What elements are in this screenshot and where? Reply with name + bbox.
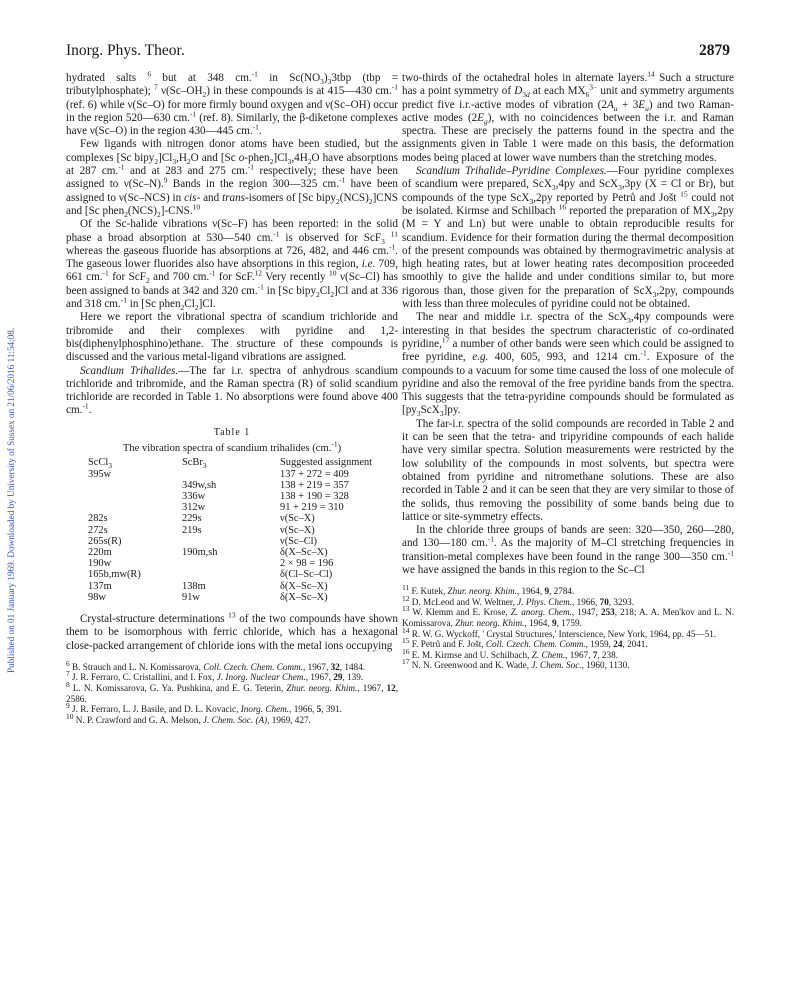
table-header-row [66, 457, 398, 468]
right-body-text [402, 69, 735, 577]
table-cell: δ(X–Sc–X) [280, 591, 328, 603]
table-cell: 220m [88, 546, 112, 558]
footnote: $^7$ J. R. Ferraro, C. Cristallini, and I. Fox, J. Inorg. Nuclear Chem., 1967, 29, 139. [66, 669, 364, 683]
footnote: $^8$ L. N. Komissarova, G. Ya. Pushkina, and E. G. Teterin, Zhur. neorg. Khim., 1967, 12, 2586. [66, 679, 398, 704]
table-row [66, 547, 398, 558]
table-cell [168, 569, 268, 580]
table-cell: 265s(R) [88, 535, 122, 547]
table-cell: 138m [182, 580, 206, 592]
page-header [66, 42, 730, 64]
footnote: $^{16}$ E. M. Kirmse and U. Schilbach, Z. Chem., 1967, 7, 238. [402, 646, 618, 660]
table-cell: 91w [182, 591, 200, 603]
table-cell: 2 × 98 = 196 [280, 558, 334, 570]
table-cell [168, 469, 268, 480]
table-cell [168, 536, 268, 547]
left-footnotes [66, 658, 398, 726]
table-row [66, 480, 398, 491]
table-cell: 219s [182, 524, 202, 536]
table-row [66, 581, 398, 592]
table-cell: 395w [88, 468, 112, 480]
body-paragraph: Few ligands with nitrogen donor atoms have been studied, but the complexes [Sc $bipy_2]Cl_3,H_2O$ and [Sc $o-phen_2]Cl_3,4H_2O$ have absorptions at 287 cm.$^{-1}$ and at 283 and 275 cm.$^{-1}$ respectively; these have been assigned to ν(Sc–N).$^9$ Bands in the region 300—325 cm.$^{-1}$ have been assigned to ν(Sc–NCS) in cis- and trans-isomers of [Sc $bipy_2(NCS)_2]CNS$ and [Sc $phen_2(NCS)_2]-CNS.^{10}$ [66, 138, 399, 220]
table-body [66, 469, 398, 603]
table-cell: 91 + 219 = 310 [280, 502, 344, 514]
table-cell: ν(Sc–X) [280, 524, 315, 536]
crystal-structure-paragraph: Crystal-structure determinations $^{13}$ of the two compounds have shown them to be isomorphous with ferric chloride, which has a hexagonal close-packed arrangement of chloride ions with the metal ions occupying [66, 610, 398, 652]
table-title: Table 1 [213, 426, 251, 438]
table-cell [66, 491, 168, 502]
page-number: 2879 [699, 42, 730, 59]
body-paragraph: The far-i.r. spectra of the solid compounds are recorded in Table 2 and it can be seen that the tetra- and tripyridine compounds of each halide have very similar spectra. Solution measurements were restricted by the low solubility of the compounds in most solvents, but spectra were obtained from pyridine and nitromethane solutions. These are also recorded in Table 2 and it can be seen that they are very similar to those of the solids, thus removing the possibility of some bands being due to lattice or site-symmetry effects. [402, 417, 734, 523]
footnote: $^{11}$ F. Kutek, Zhur. neorg. Khim., 1964, 9, 2784. [402, 583, 575, 597]
footnote: $^{13}$ W. Klemm and E. Krose, Z. anorg. Chem., 1947, 253, 218; A. A. Men'kov and L. N. Komissarova, Zhur. neorg. Khim., 1964, 9, 1759. [402, 604, 734, 629]
table-cell: 229s [182, 513, 202, 525]
table-cell: 137m [88, 580, 112, 592]
table-header: ScCl$_3$ [88, 457, 112, 471]
body-paragraph: Scandium Trihalide–Pyridine Complexes.—Four pyridine complexes of scandium were prepared, ScX$_3$,4py and ScX$_3$,3py (X = Cl or Br), but compounds of the type ScX$_3$,2py reported by Petrů and Jošt $^{15}$ could not be isolated. Kirmse and Schilbach $^{16}$ reported the preparation of $MX_3,2py$ (M = Y and Ln) but were unable to obtain reproducible results for scandium. Evidence for their formation during the thermal decomposition of the present compounds was obtained by thermogravimetric analysis at high heating rates, but at lower heating rates decomposition proceeded smoothly to give the halide and under conditions similar to, but more rigorous than, those given for the preparation of ScX$_3$,2py, compounds with less than three molecules of pyridine could not be obtained. [402, 165, 735, 311]
body-paragraph: Of the Sc-halide vibrations ν(Sc–F) has been reported: in the solid phase a broad absorption at 530—540 cm.$^{-1}$ is observed for ScF$_3$ $^{11}$ whereas the gaseous fluoride has absorptions at 726, 482, and 446 cm.$^{-1}$. The gaseous lower fluorides also have absorptions in this region, i.e. 709, 661 cm.$^{-1}$ for ScF$_2$ and 700 cm.$^{-1}$ for ScF.$^{12}$ Very recently $^{10}$ ν(Sc–Cl) has been assigned to bands at 342 and 320 cm.$^{-1}$ in [Sc $bipy_2Cl_2]Cl$ and at 336 and 318 cm.$^{-1}$ in [Sc $phen_2Cl_2]Cl$. [66, 218, 399, 313]
body-paragraph: two-thirds of the octahedral holes in alternate layers.$^{14}$ Such a structure has a point symmetry of $D_{3d}$ at each $MX_6^{3-}$ unit and symmetry arguments predict five i.r.-active modes of vibration $(2A_u + 3E_u)$ and two Raman-active modes $(2E_g)$, with no coincidences between the i.r. and Raman spectra. These are precisely the patterns found in the spectra and the assignments given in Table 1 were made on this basis, the deformation modes being placed at lower wave numbers than the stretching modes. [402, 69, 734, 164]
table-header: Suggested assignment [280, 457, 373, 469]
body-paragraph: The near and middle i.r. spectra of the ScX$_3$,4py compounds were interesting in that besides the spectrum characteristic of co-ordinated pyridine,$^{17}$ a number of other bands were seen which could be assigned to free pyridine, e.g. 400, 605, 993, and 1214 cm.$^{-1}$. Exposure of the compounds to a vacuum for some time caused the loss of one molecule of pyridine and also the removal of the free pyridine bands from the spectra. This suggests that the tetra-pyridine compounds should be formulated as $[py_3ScX_3]py$. [402, 311, 735, 419]
table-cell: 190w [88, 558, 112, 570]
vibration-table [66, 457, 398, 603]
footnote: $^{12}$ D. McLeod and W. Weltner, J. Phys. Chem., 1966, 70, 3293. [402, 593, 635, 607]
table-cell: 272s [88, 524, 108, 536]
table-cell: 336w [182, 490, 206, 502]
table-row [66, 536, 398, 547]
table-cell: 349w,sh [182, 479, 217, 491]
footnote: $^{17}$ N. N. Greenwood and K. Wade, J. Chem. Soc., 1960, 1130. [402, 657, 630, 671]
journal-title: Inorg. Phys. Theor. [66, 42, 185, 59]
table-cell: 282s [88, 513, 108, 525]
table-row [66, 491, 398, 502]
table-cell [66, 480, 168, 491]
table-row [66, 592, 398, 603]
footnote: $^{14}$ R. W. G. Wyckoff, ' Crystal Structures,' Interscience, New York, 1964, pp. 45—51. [402, 625, 717, 639]
table-cell: 138 + 190 = 328 [280, 490, 349, 502]
footnote: $^{10}$ N. P. Crawford and G. A. Melson, J. Chem. Soc. (A), 1969, 427. [66, 711, 311, 725]
left-body-text [66, 69, 399, 418]
body-paragraph: Scandium Trihalides.—The far i.r. spectra of anhydrous scandium trichloride and tribromide, and the Raman spectra (R) of solid scandium trichloride are recorded in Table 1. No absorptions were found above 400 cm.$^{-1}$. [66, 364, 398, 417]
table-cell: δ(X–Sc–X) [280, 580, 328, 592]
table-cell: 98w [88, 591, 106, 603]
table-cell [168, 558, 268, 569]
table-row [66, 469, 398, 480]
left-column [66, 69, 399, 725]
table-cell: 312w [182, 502, 206, 514]
table-row [66, 525, 398, 536]
table-cell: δ(Cl–Sc–Cl) [280, 569, 333, 581]
table-header: ScBr$_3$ [182, 457, 207, 471]
body-paragraph: In the chloride three groups of bands are seen: 320—350, 260—280, and 130—180 cm.$^{-1}$. As the majority of M–Cl stretching frequencies in transition-metal complexes have been found in the range 300—350 cm.$^{-1}$ we have assigned the bands in this region to the Sc–Cl [402, 524, 734, 576]
table-row [66, 502, 398, 513]
footnote: $^6$ B. Strauch and L. N. Komissarova, Coll. Czech. Chem. Comm., 1967, 32, 1484. [66, 658, 366, 672]
table-cell: ν(Sc–Cl) [280, 535, 318, 547]
body-paragraph: Here we report the vibrational spectra of scandium trichloride and tribromide and their complexes with pyridine and 1,2-bis(diphenylphosphino)ethane. The structure of these compounds is discussed and the various metal-ligand vibrations are assigned. [66, 311, 398, 364]
table-row [66, 558, 398, 569]
right-column [402, 69, 735, 671]
table-cell [66, 502, 168, 513]
table-cell: δ(X–Sc–X) [280, 546, 328, 558]
footnote: $^{15}$ F. Petrů and F. Jošt, Coll. Czech. Chem. Comm., 1959, 24, 2041. [402, 636, 648, 650]
table-caption: The vibration spectra of scandium trihalides (cm.$^{-1}$) [122, 439, 342, 455]
publication-watermark[interactable]: Published on 01 January 1969. Downloaded by University of Sussex on 21/06/2016 11:54:08. [6, 327, 16, 673]
table-cell: 137 + 272 = 409 [280, 468, 349, 480]
table-cell: 165b,mw(R) [88, 569, 141, 581]
body-paragraph: hydrated salts $^6$ but at 348 cm.$^{-1}$ in $Sc(NO_3)_33tbp$ (tbp = tributylphosphate); $^7$ $\nu(Sc-OH_2)$ in these compounds is at 415—430 cm.$^{-1}$ (ref. 6) while ν(Sc–O) for more firmly bound oxygen and ν(Sc–OH) occur in the region 520—630 cm.$^{-1}$ (ref. 8). Similarly, the β-diketone complexes have ν(Sc–O) in the region 430—445 cm.$^{-1}$. [66, 69, 398, 138]
right-footnotes [402, 583, 734, 671]
table-row [66, 513, 398, 524]
table-cell: 138 + 219 = 357 [280, 479, 349, 491]
footnote: $^9$ J. R. Ferraro, L. J. Basile, and D. L. Kovacic, Inorg. Chem., 1966, 5, 391. [66, 701, 342, 715]
table-cell: ν(Sc–X) [280, 513, 315, 525]
table-cell: 190m,sh [182, 546, 218, 558]
table-row [66, 569, 398, 580]
